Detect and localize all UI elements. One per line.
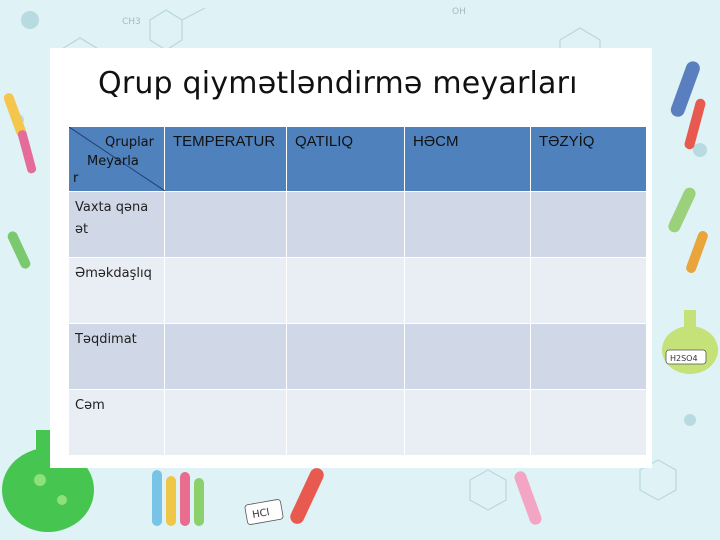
row-label: Əməkdaşlıq <box>75 266 152 281</box>
row-label-cell <box>69 258 165 324</box>
formula-ch3: CH3 <box>122 17 141 27</box>
table-cell <box>405 192 531 258</box>
row-label: Cəm <box>75 398 105 413</box>
table-cell <box>405 324 531 390</box>
column-header-label: TEMPERATUR <box>173 133 276 150</box>
table-cell <box>531 258 647 324</box>
table-row <box>69 258 647 324</box>
table-row <box>69 324 647 390</box>
table-cell <box>165 390 287 456</box>
row-label: Vaxta qənaət <box>75 200 149 237</box>
table-row <box>69 390 647 456</box>
table-cell <box>287 192 405 258</box>
table-cell <box>405 258 531 324</box>
table-row <box>69 192 647 258</box>
flask-label: H2SO4 <box>670 354 698 363</box>
column-header-temperatur <box>165 127 287 192</box>
corner-cell <box>69 127 165 192</box>
column-header-hecm <box>405 127 531 192</box>
row-label-cell <box>69 192 165 258</box>
table-cell <box>287 258 405 324</box>
row-label-cell <box>69 390 165 456</box>
corner-label-criteria: Meyarlar <box>73 154 139 186</box>
column-header-qatiliq <box>287 127 405 192</box>
column-header-label: TƏZYİQ <box>539 133 595 150</box>
formula-oh: OH <box>452 7 466 17</box>
table-cell <box>287 390 405 456</box>
table-cell <box>165 192 287 258</box>
hcl-label: HCl <box>251 507 271 521</box>
table-cell <box>165 258 287 324</box>
table-cell <box>531 324 647 390</box>
table-cell <box>165 324 287 390</box>
column-header-tezyiq <box>531 127 647 192</box>
column-header-label: QATILIQ <box>295 133 354 150</box>
table-cell <box>405 390 531 456</box>
table-cell <box>531 390 647 456</box>
row-label-cell <box>69 324 165 390</box>
row-label: Təqdimat <box>75 332 137 347</box>
column-header-label: HƏCM <box>413 133 459 150</box>
table-cell <box>287 324 405 390</box>
table-cell <box>531 192 647 258</box>
criteria-table <box>68 126 647 456</box>
corner-label-groups: Qruplar <box>105 135 154 150</box>
slide-title: Qrup qiymətləndirmə meyarları <box>98 66 578 101</box>
header-row <box>69 127 647 192</box>
